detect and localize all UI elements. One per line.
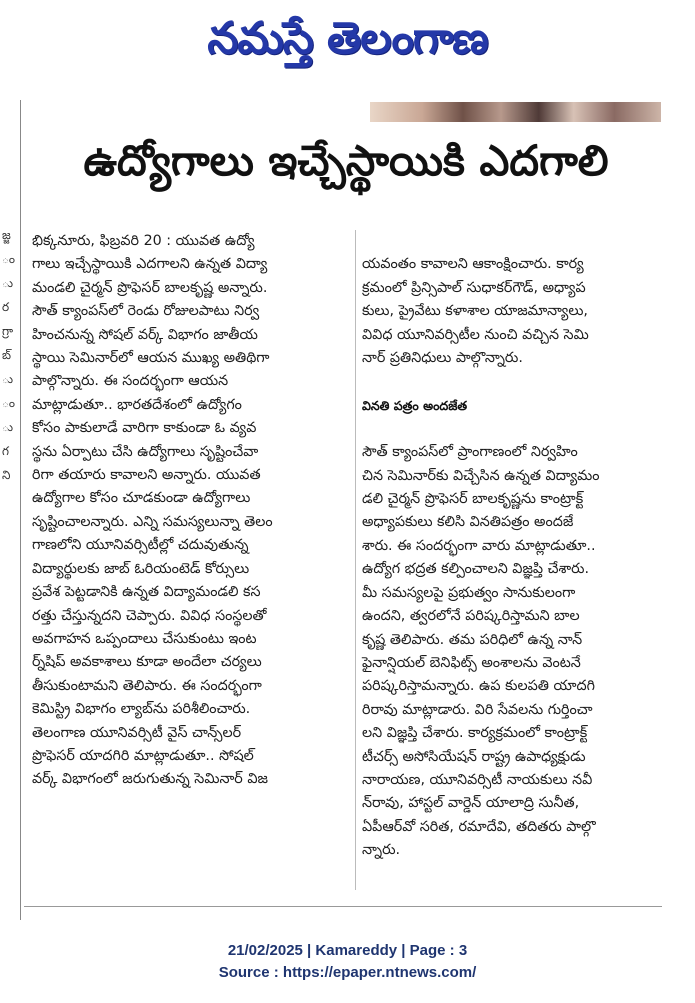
footer-source-line: Source : https://epaper.ntnews.com/ xyxy=(218,964,477,981)
edge-fragment: గ్రా xyxy=(2,324,14,338)
article-column-right xyxy=(362,230,662,886)
edge-fragment: జ్జ xyxy=(2,228,11,242)
article-subheading: వినతి పత్రం అందజేత xyxy=(362,397,468,413)
edge-fragment: ం xyxy=(2,396,16,410)
newspaper-title: నమస్తే తెలంగాణ xyxy=(207,13,488,64)
edge-fragment: బ్ xyxy=(2,348,12,362)
article-headline: ఉద్యోగాలు ఇచ్చేస్థాయికి ఎదగాలి xyxy=(83,136,609,185)
edge-fragment: ు xyxy=(2,372,14,386)
edge-fragment: ు xyxy=(2,420,14,434)
column-divider xyxy=(355,230,356,890)
article-paragraph: సౌత్ క్యాంపస్‌లో ప్రాంగాణంలో నిర్వహిం చిన సెమినార్‌కు విచ్చేసిన ఉన్నత విద్యామం డలి చైర్మన్ ప్రొఫెసర్ బాలకృష్ణను కాంట్రాక్ట్ అధ్యాపకులు కలిసి వినతిపత్రం అందజే శారు. ఈ సందర్భంగా వారు మాట్లాడుతూ.. ఉద్యోగ భద్రత కల్పించాలని విజ్ఞప్తి చేశారు. మీ సమస్యలపై ప్రభుత్వం సానుకులంగా ఉందని, త్వరలోనే పరిష్కరిస్తామని బాల కృష్ణ తెలిపారు. తమ పరిధిలో ఉన్న నాన్ ఫైనాన్షియల్ బెనిఫిట్స్ అంశాలను వెంటనే పరిష్కరిస్తామన్నారు. ఉప కులపతి యాదగి రిరావు మాట్లాడారు. విరి సేవలను గుర్తించా లని విజ్ఞప్తి చేశారు. కార్యక్రమంలో కాంట్రాక్ట్ టీచర్స్ అసోసియేషన్ రాష్ట్ర ఉపాధ్యక్షుడు నారాయణ, యూనివర్సిటీ నాయకులు నవీ న్‌రావు, హాస్టల్ వార్డెన్ యాలాద్రి సునీత, ఏపీఆర్‌వో సరిత, రమాదేవి, తదితరు పాల్గొ న్నారు. xyxy=(362,444,600,859)
article-paragraph: యవంతం కావాలని ఆకాంక్షించారు. కార్య క్రమంలో ప్రిన్సిపాల్ సుధాకర్‌గౌడ్, అధ్యాప కులు, ప్రైవేటు కళాశాల యాజమాన్యాలు, వివిధ యూనివర్సిటీల నుంచి వచ్చిన సెమి నార్ ప్రతినిధులు పాల్గొన్నారు. xyxy=(362,256,589,367)
photo-strip xyxy=(370,102,661,122)
edge-fragment: ు xyxy=(2,276,14,290)
edge-fragment: గ xyxy=(2,444,9,458)
edge-fragment: ర xyxy=(2,300,10,314)
adjacent-article-edge xyxy=(0,100,24,920)
masthead-logo xyxy=(0,6,695,72)
edge-fragment: ని xyxy=(2,468,11,482)
article-column-left: భిక్కనూరు, ఫిబ్రవరి 20 : యువత ఉద్యో గాలు ఇచ్చేస్థాయికి ఎదగాలని ఉన్నత విద్యా మండలి చైర్మన్ ప్రొఫెసర్ బాలకృష్ణ అన్నారు. సౌత్ క్యాంపస్‌లో రెండు రోజులపాటు నిర్వ హించనున్న సోషల్ వర్క్ విభాగం జాతీయ స్థాయి సెమినార్‌లో ఆయన ముఖ్య అతిథిగా పాల్గొన్నారు. ఈ సందర్భంగా ఆయన మాట్లాడుతూ.. భారతదేశంలో ఉద్యోగం కోసం పాకులాడే వారిగా కాకుండా ఓ వ్యవ స్థను ఏర్పాటు చేసి ఉద్యోగాలు సృష్టించేవా రిగా తయారు కావాలని అన్నారు. యువత ఉద్యోగాల కోసం చూడకుండా ఉద్యోగాలు సృష్టించాలన్నారు. ఎన్ని సమస్యలున్నా తెలం గాణలోని యూనివర్సిటీల్లో చదువుతున్న విద్యార్థులకు జాబ్ ఓరియంటెడ్ కోర్సులు ప్రవేశ పెట్టడానికి ఉన్నత విద్యామండలి కస రత్తు చేస్తున్నదని చెప్పారు. వివిధ సంస్థలతో అవగాహన ఒప్పందాలు చేసుకుంటు ఇంట ర్న్‌షిప్ అవకాశాలు కూడా అందేలా చర్యలు తీసుకుంటామని తెలిపారు. ఈ సందర్భంగా కెమిస్ట్రి విభాగం ల్యాబ్‌ను పరిశీలించారు. తెలంగాణ యూనివర్సిటీ వైస్ చాన్స్‌లర్ ప్రొఫెసర్ యాదగిరి మాట్లాడుతూ.. సోషల్ వర్క్ విభాగంలో జరుగుతున్న సెమినార్ విజ xyxy=(32,233,273,788)
column-rule xyxy=(20,100,21,920)
footer-date-line: 21/02/2025 | Kamareddy | Page : 3 xyxy=(227,942,468,959)
source-footer xyxy=(0,940,695,984)
bottom-rule xyxy=(24,906,662,907)
edge-fragment: ం xyxy=(2,252,16,266)
